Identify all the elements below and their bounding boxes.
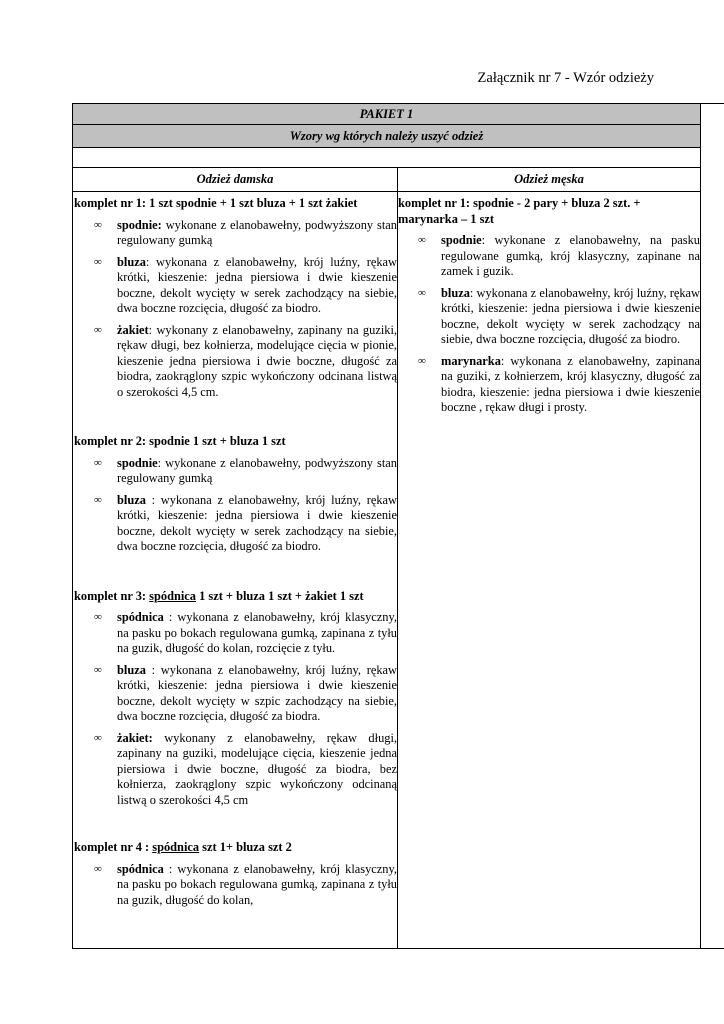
list-item: ∞ bluza : wykonana z elanobawełny, krój luźny, rękaw krótki, kieszenie: jedna piersiowa i dwie kieszenie boczne, dekolt wycięty w serek zachodzący na siebie, dwa boczne rozcięcia, długość za biodro.	[94, 492, 397, 553]
men-komplet-1-list	[398, 233, 700, 416]
table-divider-right	[700, 104, 701, 948]
infinity-bullet-icon: ∞	[94, 323, 102, 336]
women-komplet-3-list	[74, 610, 397, 808]
men-komplet-1-title: komplet nr 1: spodnie - 2 pary + bluza 2 szt. + marynarka – 1 szt	[398, 196, 641, 226]
women-komplet-3-title: komplet nr 3: spódnica 1 szt + bluza 1 szt + żakiet 1 szt	[74, 588, 364, 603]
infinity-bullet-icon: ∞	[94, 731, 102, 744]
list-item: ∞ bluza: wykonana z elanobawełny, krój luźny, rękaw krótki, kieszenie: jedna piersiowa i dwie kieszenie boczne, dekolt wycięty w serek zachodzący na siebie, dwa boczne rozcięcia, długość za biodro.	[94, 254, 397, 315]
infinity-bullet-icon: ∞	[94, 862, 102, 875]
women-komplet-4-title: komplet nr 4 : spódnica szt 1+ bluza szt 2	[74, 840, 292, 854]
list-item: ∞ bluza : wykonana z elanobawełny, krój luźny, rękaw krótki, kieszenie: jedna piersiowa i dwie kieszenie boczne, dekolt wycięty w szpic zachodzący na siebie, dwa boczne rozcięcia, długość za biodra.	[94, 662, 397, 723]
list-item: ∞ spódnica : wykonana z elanobawełny, krój klasyczny, na pasku po bokach regulowana gumką, zapinana z tyłu na guzik, długość do kolan, rozcięcie z tyłu.	[94, 610, 397, 655]
list-item: ∞ spodnie: wykonane z elanobawełny, na pasku regulowane gumką, krój klasyczny, zapinane na zamek i guzik.	[418, 233, 700, 278]
list-item: ∞ bluza: wykonana z elanobawełny, krój luźny, rękaw krótki, kieszenie: jedna piersiowa i dwie kieszenie boczne, dekolt wycięty w serek zachodzący na siebie, dwa boczne rozcięcia, długość za biodro.	[418, 285, 700, 346]
women-column	[74, 196, 397, 914]
women-komplet-1-list	[74, 218, 397, 401]
column-headers	[73, 168, 700, 192]
list-item: ∞ spodnie: wykonane z elanobawełny, podwyższony stan regulowany gumką	[94, 217, 397, 247]
infinity-bullet-icon: ∞	[418, 354, 426, 367]
infinity-bullet-icon: ∞	[94, 218, 102, 231]
empty-row	[73, 148, 700, 168]
col-men-header: Odzież męska	[514, 172, 584, 186]
infinity-bullet-icon: ∞	[94, 611, 102, 623]
women-komplet-2-title: komplet nr 2: spodnie 1 szt + bluza 1 szt	[74, 434, 286, 448]
pakiet-header: PAKIET 1	[73, 104, 700, 125]
clothing-table	[72, 103, 724, 949]
list-item: ∞ marynarka: wykonana z elanobawełny, zapinana na guziki, z kołnierzem, krój klasyczny, długość za biodra, kieszenie: jedna piersiowa i dwie kieszenie boczne , rękaw długi i prosty.	[418, 353, 700, 414]
subtitle-header: Wzory wg których należy uszyć odzież	[73, 125, 700, 148]
infinity-bullet-icon: ∞	[418, 234, 426, 246]
col-women-header: Odzież damska	[196, 172, 274, 186]
list-item: ∞ żakiet: wykonany z elanobawełny, zapinany na guziki, rękaw długi, bez kołnierza, modelujące cięcia w pionie, kieszenie jedna piersiowa i dwie boczne, długość za biodra, zaokrąglony szpic wykończony odcinana listwą o szerokości 4,5 cm.	[94, 322, 397, 399]
infinity-bullet-icon: ∞	[94, 255, 102, 268]
infinity-bullet-icon: ∞	[94, 663, 102, 676]
men-column	[398, 196, 700, 422]
infinity-bullet-icon: ∞	[94, 456, 102, 469]
list-item: ∞ żakiet: wykonany z elanobawełny, rękaw długi, zapinany na guziki, modelujące cięcia, kieszenie jedna piersiowa i dwie boczne, długość za biodra, bez kołnierza, zaokrąglony szpic wykończony odcinaną listwą o szerokości 4,5 cm	[94, 730, 397, 807]
annex-title: Załącznik nr 7 - Wzór odzieży	[477, 70, 654, 86]
infinity-bullet-icon: ∞	[418, 286, 426, 299]
list-item: ∞ spódnica : wykonana z elanobawełny, krój klasyczny, na pasku po bokach regulowana gumką, zapinana z tyłu na guzik, długość do kolan,	[94, 861, 397, 907]
women-komplet-4-list	[74, 862, 397, 909]
infinity-bullet-icon: ∞	[94, 493, 102, 506]
women-komplet-1-title: komplet nr 1: 1 szt spodnie + 1 szt bluza + 1 szt żakiet	[74, 196, 358, 210]
women-komplet-2-list	[74, 456, 397, 555]
list-item: ∞ spodnie: wykonane z elanobawełny, podwyższony stan regulowany gumką	[94, 455, 397, 485]
